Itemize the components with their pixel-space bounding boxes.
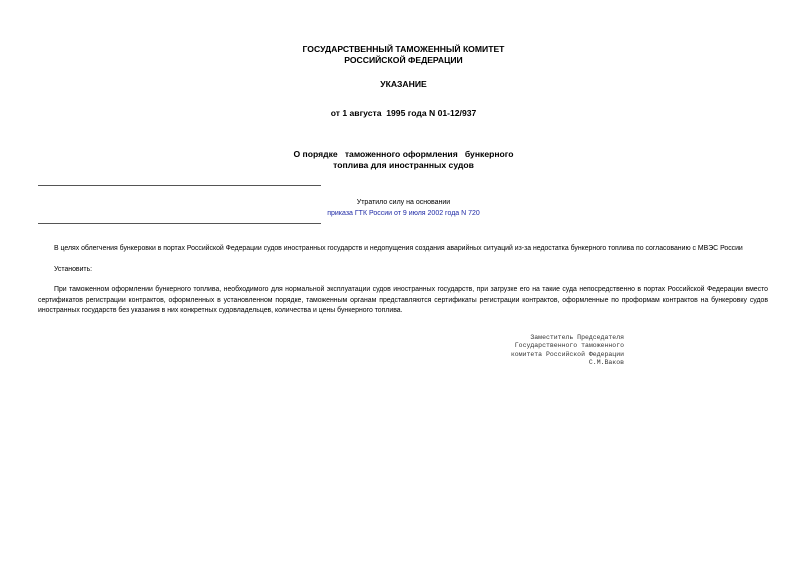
subject-line-1: О порядке таможенного оформления бункерного [293,149,514,159]
subject-line-2: топлива для иностранных судов [333,160,474,170]
paragraph-1-text: В целях облегчения бункеровки в портах Российской Федерации судов иностранных государств и недопущения создания аварийных ситуаций из-за недостатка бункерного топлива по согласованию с МВЭС России [54,245,743,252]
body-paragraph-main [38,285,768,317]
paragraph-3-text: При таможенном оформлении бункерного топлива, необходимого для нормальной эксплуатации судов иностранных государств, при загрузке его на такие суда непосредственно в портах Российской Федерации вместо сертификатов регистрации контрактов, оформленных в установленном порядке, таможенным органам представляются сертификаты регистрации контрактов, оформленные по проформам контрактов на бункеровку судов иностранных государств без указания в них конкретных судовладельцев, количества и цены бункерного топлива. [38,286,768,315]
signature-name: С.М.Ваков [588,359,624,367]
document-date-number: от 1 августа 1995 года N 01-12/937 [330,108,477,118]
body-paragraph-preamble [38,244,768,255]
issuer-line-1: ГОСУДАРСТВЕННЫЙ ТАМОЖЕННЫЙ КОМИТЕТ [302,44,505,54]
document-type: УКАЗАНИЕ [380,79,427,89]
signature-block [430,334,624,368]
divider-bottom [38,223,321,224]
body-paragraph-establish [38,265,768,276]
document-subject [0,149,807,171]
divider-top [38,185,321,186]
issuer-line-2: РОССИЙСКОЙ ФЕДЕРАЦИИ [344,55,463,65]
repeal-order-link[interactable]: приказа ГТК России от 9 июля 2002 года N 720 [327,210,480,217]
status-text: Утратило силу на основании [356,199,451,206]
signature-line-3: комитета Российской Федерации [510,350,624,358]
issuer-heading [0,44,807,66]
paragraph-2-text: Установить: [54,266,93,273]
signature-line-2: Государственного таможенного [514,342,624,350]
signature-line-1: Заместитель Председателя [530,334,624,341]
